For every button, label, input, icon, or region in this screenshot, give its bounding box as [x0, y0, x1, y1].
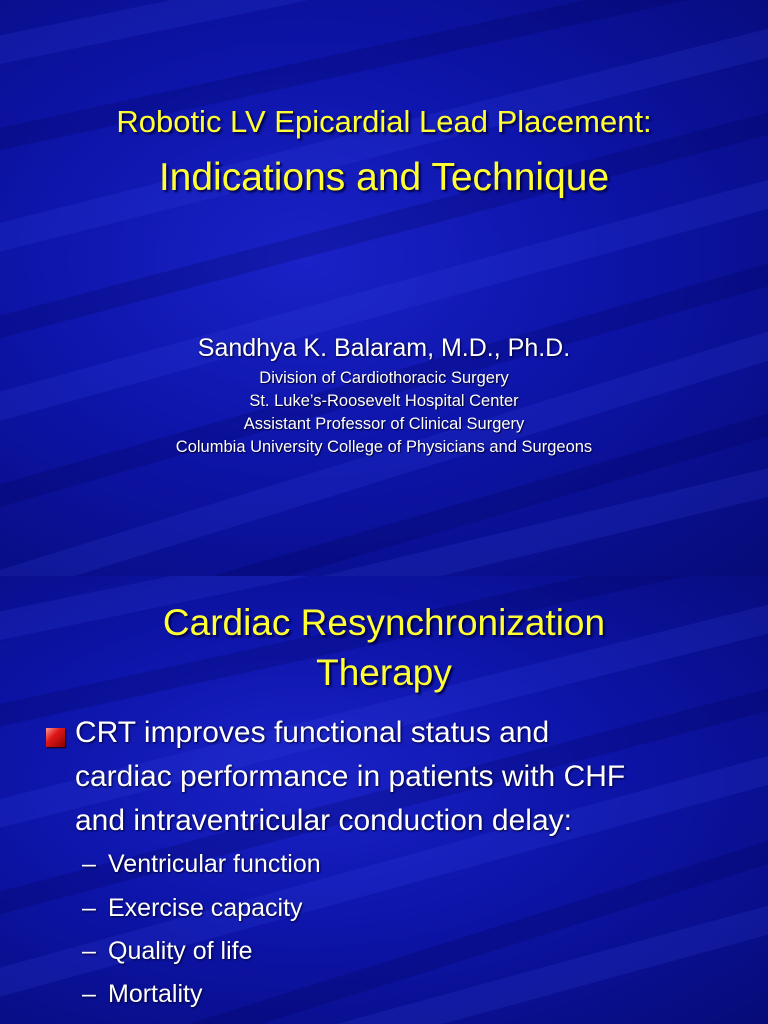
- bullet-text-line: cardiac performance in patients with CHF: [75, 760, 626, 793]
- sub-bullet-text: Ventricular function: [108, 850, 321, 878]
- dash-marker: –: [82, 937, 96, 965]
- red-square-bullet-icon: [46, 728, 65, 747]
- dash-marker: –: [82, 850, 96, 878]
- affiliation-line: St. Luke’s-Roosevelt Hospital Center: [249, 392, 519, 410]
- affiliation-line: Assistant Professor of Clinical Surgery: [243, 415, 525, 433]
- slide-title-line-2: Indications and Technique: [158, 156, 610, 199]
- sub-bullet-item: [82, 980, 202, 1009]
- content-slide: [0, 576, 768, 1024]
- dash-marker: –: [82, 894, 96, 922]
- author-name: Sandhya K. Balaram, M.D., Ph.D.: [197, 334, 571, 362]
- sub-bullet-text: Quality of life: [108, 937, 253, 965]
- dash-marker: –: [82, 980, 96, 1008]
- sub-bullet-item: [82, 937, 253, 966]
- slide-title-line-2: Therapy: [316, 652, 452, 693]
- slide-title-line-1: Cardiac Resynchronization: [162, 602, 606, 643]
- sub-bullet-text: Mortality: [108, 980, 203, 1008]
- bullet-text-line: CRT improves functional status and: [75, 716, 550, 749]
- affiliation-line: Division of Cardiothoracic Surgery: [259, 369, 509, 387]
- bullet-text-line: and intraventricular conduction delay:: [75, 804, 572, 837]
- slide-title-line-1: Robotic LV Epicardial Lead Placement:: [116, 104, 652, 139]
- sub-bullet-item: [82, 894, 303, 923]
- sub-bullet-item: [82, 850, 321, 879]
- affiliation-line: Columbia University College of Physicians and Surgeons: [175, 438, 593, 456]
- sub-bullet-text: Exercise capacity: [108, 894, 303, 922]
